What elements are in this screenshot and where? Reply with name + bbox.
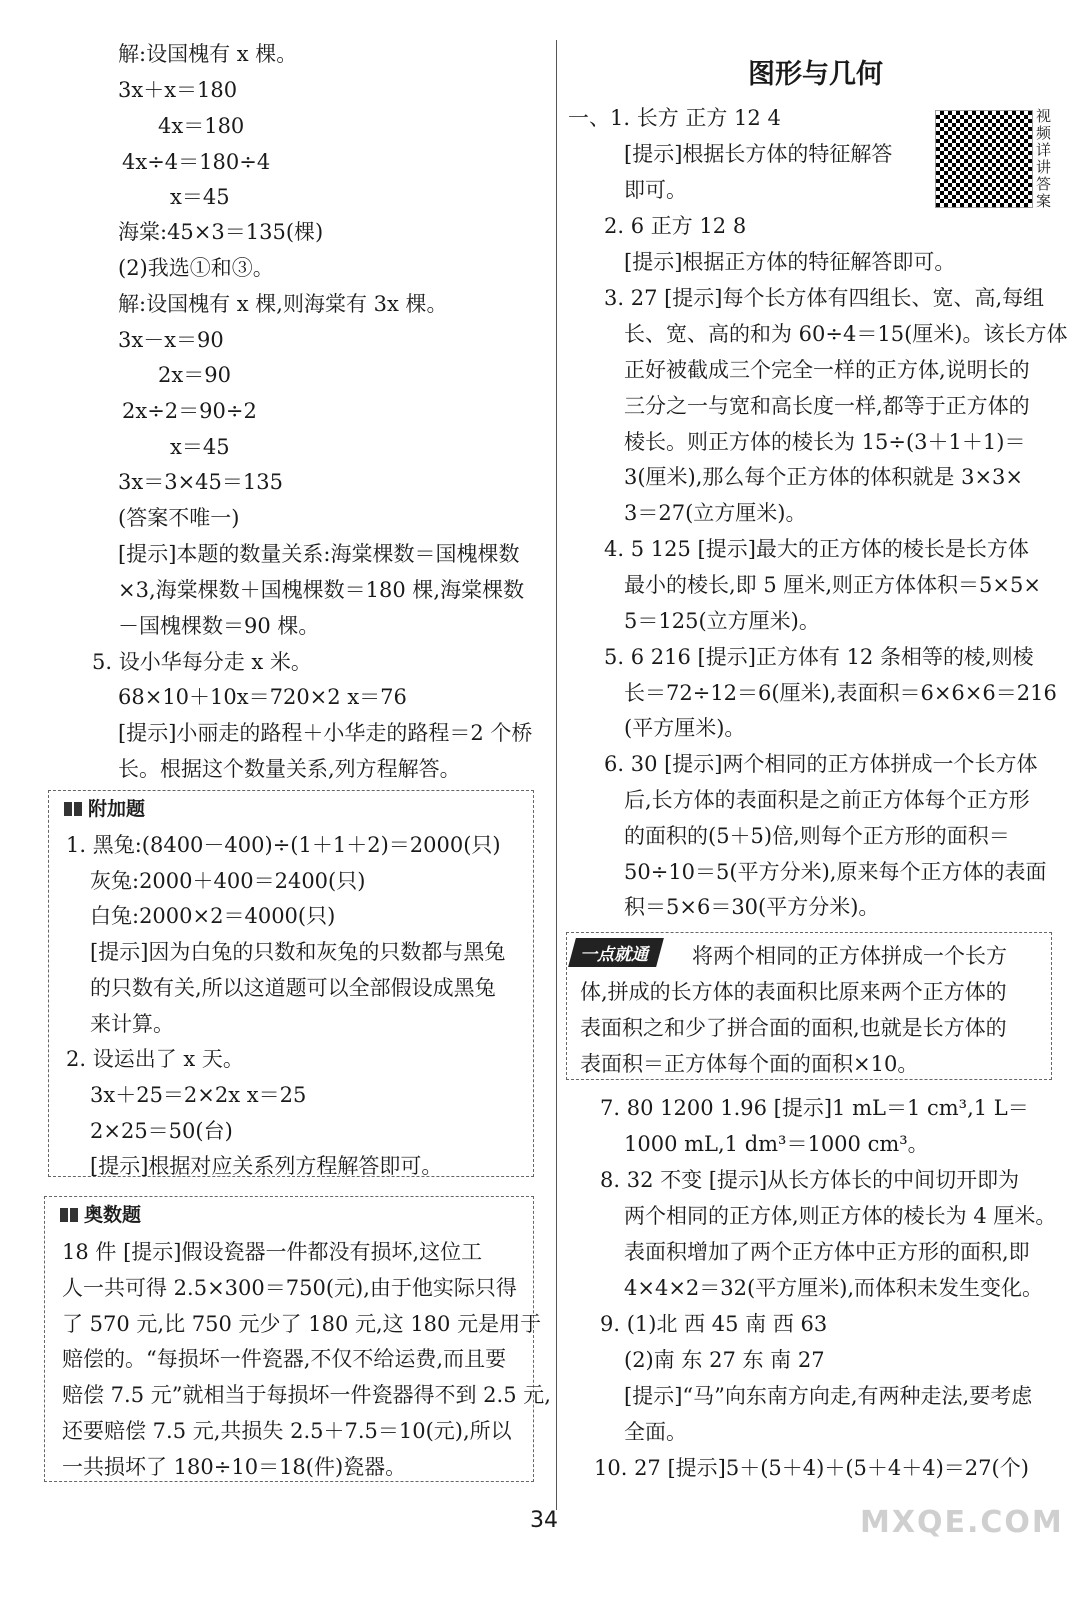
geometry-answer-line: 即可。 [624,178,687,202]
answer-line: 3x－x＝90 [118,328,224,352]
answer-line: 2x÷2＝90÷2 [122,399,257,423]
extra-problem-line: 2. 设运出了 x 天。 [66,1047,244,1071]
olympiad-line: 了 570 元,比 750 元少了 180 元,这 180 元是用于 [62,1312,542,1336]
olympiad-line: 18 件 [提示]假设瓷器一件都没有损坏,这位工 [62,1240,483,1264]
geometry-answer-line: 正好被截成三个完全一样的正方体,说明长的 [624,358,1030,382]
tip-line: 体,拼成的长方体的表面积比原来两个正方体的 [580,980,1007,1004]
extra-problem-line: 来计算。 [90,1012,174,1036]
extra-problem-line: [提示]根据对应关系列方程解答即可。 [90,1154,443,1178]
geometry-answer-line: 后,长方体的表面积是之前正方体每个正方形 [624,788,1030,812]
answer-line: ×3,海棠棵数＋国槐棵数＝180 棵,海棠棵数 [118,578,525,602]
extra-problem-line: 1. 黑兔:(8400－400)÷(1＋1＋2)＝2000(只) [66,833,501,857]
geometry-answer-line: 4. 5 125 [提示]最大的正方体的棱长是长方体 [604,537,1029,561]
extra-problem-line: 的只数有关,所以这道题可以全部假设成黑兔 [90,976,496,1000]
geometry-answer-line: 最小的棱长,即 5 厘米,则正方体体积＝5×5× [624,573,1041,597]
qr-label: 视频详讲答案 [1036,107,1052,210]
geometry-answer-line: 表面积增加了两个正方体中正方形的面积,即 [624,1240,1030,1264]
geometry-answer-line: 长、宽、高的和为 60÷4＝15(厘米)。该长方体 [624,322,1068,346]
extra-problem-line: 3x＋25＝2×2x x＝25 [90,1083,307,1107]
watermark: MXQE.COM [860,1505,1064,1540]
geometry-answer-line: 6. 30 [提示]两个相同的正方体拼成一个长方体 [604,752,1038,776]
extra-problems-title: 附加题 [64,794,145,821]
answer-line: 解:设国槐有 x 棵。 [118,42,298,66]
answer-line: 5. 设小华每分走 x 米。 [92,650,312,674]
geometry-answer-line: 长＝72÷12＝6(厘米),表面积＝6×6×6＝216 [624,681,1057,705]
olympiad-line: 赔偿 7.5 元”就相当于每损坏一件瓷器得不到 2.5 元, [62,1383,551,1407]
geometry-answer-line: 3. 27 [提示]每个长方体有四组长、宽、高,每组 [604,286,1045,310]
geometry-answer-line: 的面积的(5＋5)倍,则每个正方形的面积＝ [624,824,1010,848]
book-icon [64,802,82,816]
geometry-answer-line: 1000 mL,1 dm³＝1000 cm³。 [624,1132,929,1156]
geometry-answer-line: (平方厘米)。 [624,716,746,740]
answer-line: 长。根据这个数量关系,列方程解答。 [118,757,461,781]
geometry-answer-line: 7. 80 1200 1.96 [提示]1 mL＝1 cm³,1 L＝ [600,1096,1029,1120]
answer-line: x＝45 [170,435,230,459]
geometry-answer-line: 10. 27 [提示]5＋(5＋4)＋(5＋4＋4)＝27(个) [594,1456,1029,1480]
answer-line: 海棠:45×3＝135(棵) [118,220,324,244]
olympiad-line: 还要赔偿 7.5 元,共损失 2.5＋7.5＝10(元),所以 [62,1419,512,1443]
geometry-answer-line: 5＝125(立方厘米)。 [624,609,820,633]
olympiad-line: 一共损坏了 180÷10＝18(件)瓷器。 [62,1455,407,1479]
answer-line: (答案不唯一) [118,506,240,530]
column-divider [556,40,557,1510]
tip-line: 表面积＝正方体每个面的面积×10。 [580,1052,919,1076]
answer-line: －国槐棵数＝90 棵。 [118,614,320,638]
geometry-answer-line: 棱长。则正方体的棱长为 15÷(3＋1＋1)＝ [624,430,1026,454]
extra-problem-line: 2×25＝50(台) [90,1119,233,1143]
geometry-answer-line: [提示]根据正方体的特征解答即可。 [624,250,956,274]
geometry-answer-line: 两个相同的正方体,则正方体的棱长为 4 厘米。 [624,1204,1057,1228]
geometry-answer-line: 全面。 [624,1420,687,1444]
geometry-answer-line: 3(厘米),那么每个正方体的体积就是 3×3× [624,465,1024,489]
answer-line: (2)我选①和③。 [118,256,274,280]
geometry-answer-line: 50÷10＝5(平方分米),原来每个正方体的表面 [624,860,1047,884]
geometry-answer-line: 5. 6 216 [提示]正方体有 12 条相等的棱,则棱 [604,645,1034,669]
answer-line: [提示]小丽走的路程＋小华走的路程＝2 个桥 [118,721,533,745]
olympiad-line: 人一共可得 2.5×300＝750(元),由于他实际只得 [62,1276,517,1300]
geometry-answer-line: [提示]“马”向东南方向走,有两种走法,要考虑 [624,1384,1033,1408]
answer-line: 解:设国槐有 x 棵,则海棠有 3x 棵。 [118,292,448,316]
tip-line: 将两个相同的正方体拼成一个长方 [692,944,1007,968]
olympiad-title: 奥数题 [60,1200,141,1227]
answer-line: [提示]本题的数量关系:海棠棵数＝国槐棵数 [118,542,520,566]
geometry-answer-line: 4×4×2＝32(平方厘米),而体积未发生变化。 [624,1276,1044,1300]
olympiad-line: 赔偿的。“每损坏一件瓷器,不仅不给运费,而且要 [62,1347,507,1371]
answer-line: 3x＋x＝180 [118,78,238,102]
tip-banner: 一点就通 [568,938,664,967]
geometry-answer-line: [提示]根据长方体的特征解答 [624,142,893,166]
tip-line: 表面积之和少了拼合面的面积,也就是长方体的 [580,1016,1007,1040]
extra-problem-line: [提示]因为白兔的只数和灰兔的只数都与黑兔 [90,940,506,964]
answer-line: 3x＝3×45＝135 [118,470,283,494]
geometry-answer-line: (2)南 东 27 东 南 27 [624,1348,825,1372]
geometry-answer-line: 8. 32 不变 [提示]从长方体长的中间切开即为 [600,1168,1020,1192]
geometry-answer-line: 9. (1)北 西 45 南 西 63 [600,1312,828,1336]
qr-code-icon[interactable] [935,110,1033,208]
page-number: 34 [530,1508,558,1533]
geometry-answer-line: 3＝27(立方厘米)。 [624,501,807,525]
geometry-answer-line: 三分之一与宽和高长度一样,都等于正方体的 [624,394,1030,418]
geometry-answer-line: 一、1. 长方 正方 12 4 [568,106,781,130]
answer-line: 4x÷4＝180÷4 [122,150,271,174]
extra-problem-line: 灰兔:2000＋400＝2400(只) [90,869,366,893]
extra-problem-line: 白兔:2000×2＝4000(只) [90,904,336,928]
geometry-answer-line: 积＝5×6＝30(平方分米)。 [624,895,880,919]
answer-line: 2x＝90 [158,363,231,387]
answer-line: 68×10＋10x＝720×2 x＝76 [118,685,407,709]
section-title: 图形与几何 [748,59,883,90]
book-icon [60,1208,78,1222]
geometry-answer-line: 2. 6 正方 12 8 [604,214,747,238]
answer-line: 4x＝180 [158,114,245,138]
answer-line: x＝45 [170,185,230,209]
